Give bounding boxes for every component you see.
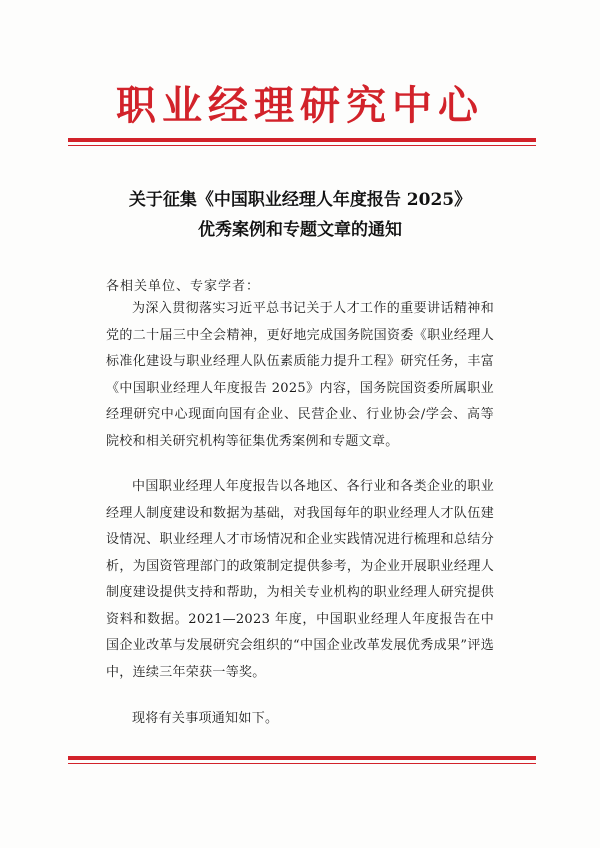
notice-title-line1: 关于征集《中国职业经理人年度报告 2025》 <box>128 190 472 210</box>
notice-title-line2: 优秀案例和专题文章的通知 <box>198 220 402 240</box>
footer-rule-thin <box>68 763 536 764</box>
salutation: 各相关单位、专家学者： <box>106 279 261 294</box>
footer-rule-thick <box>68 756 536 760</box>
body-paragraph-3: 现将有关事项通知如下。 <box>132 711 279 726</box>
letterhead-rule-thick <box>68 138 536 142</box>
body-paragraph-2: 中国职业经理人年度报告以各地区、各行业和各类企业的职业经理人制度建设和数据为基础，对我国每年的职业经理人才队伍建设情况、职业经理人才市场情况和企业实践情况进行梳理和总结分析，为国资管理部门的政策制定提供参考，为企业开展职业经理人制度建设提供支持和帮助，为相关专业机构的职业经理人研究提供资料和数据。2021—2023 年度，中国职业经理人年度报告在中国企业改革与发展研究会组织的“中国企业改革发展优秀成果”评选中，连续三年荣获一等奖。 <box>106 479 494 680</box>
letterhead-title: 职业经理研究中心 <box>116 82 484 129</box>
letterhead-rule-thin <box>68 145 536 146</box>
body-paragraph-1: 为深入贯彻落实习近平总书记关于人才工作的重要讲话精神和党的二十届三中全会精神，更好地完成国务院国资委《职业经理人标准化建设与职业经理人队伍素质能力提升工程》研究任务，丰富《中国职业经理人年度报告 2025》内容，国务院国资委所属职业经理研究中心现面向国有企业、民营企业、行业协会/学会、高等院校和相关研究机构等征集优秀案例和专题文章。 <box>106 301 494 449</box>
